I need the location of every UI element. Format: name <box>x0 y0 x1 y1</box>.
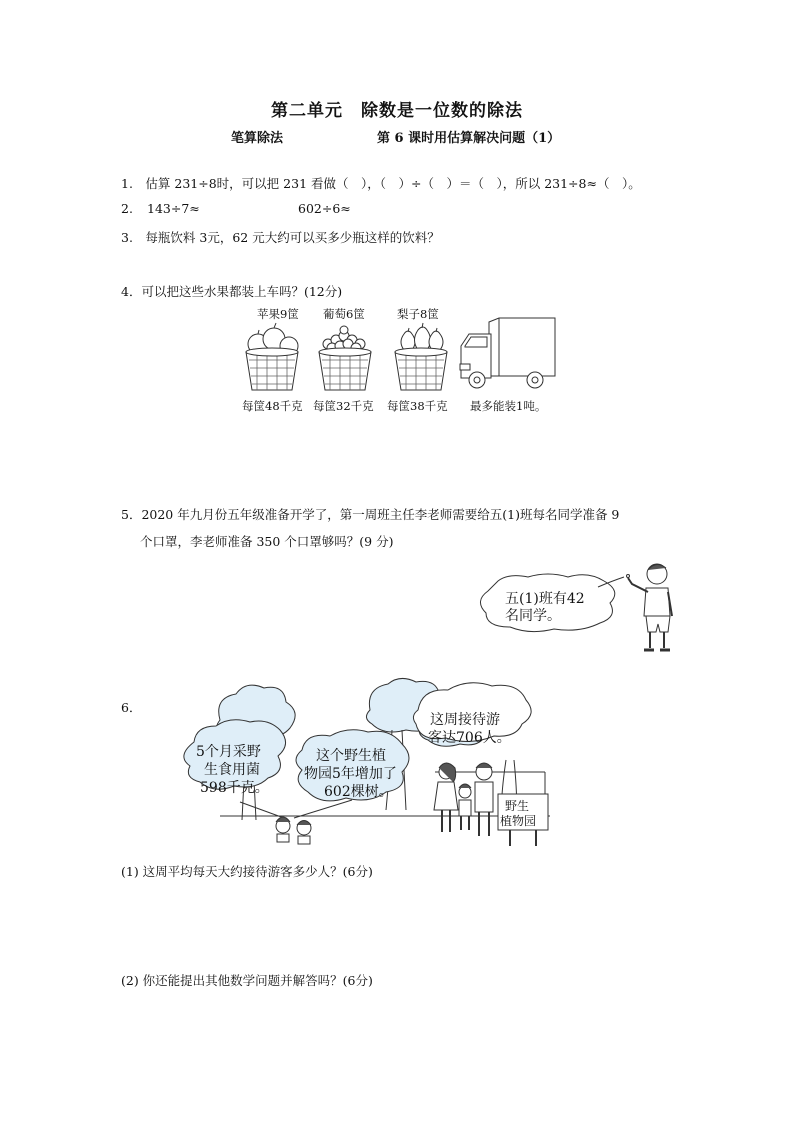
bubble-class-size-line2: 名同学。 <box>505 608 561 624</box>
question-5-line1: 5．2020 年九月份五年级准备开学了，第一周班主任李老师需要给五(1)班每名同学准备 9 <box>121 507 620 522</box>
bubble-mushroom-line3: 598千克。 <box>200 780 269 796</box>
fruit-weight-apple: 每筐48千克 <box>242 399 303 413</box>
lesson-section: 笔算除法 <box>231 131 284 146</box>
bubble-visitors-line2: 客达706人。 <box>428 730 511 746</box>
fruit-weight-pear: 每筐38千克 <box>387 399 448 413</box>
question-3: 3. 每瓶饮料 3元，62 元大约可以买多少瓶这样的饮料？ <box>121 230 440 245</box>
bubble-class-size-line1: 五(1)班有42 <box>505 591 585 607</box>
bubble-mushroom-line2: 生食用菌 <box>204 762 260 778</box>
question-2b: 602÷6≈ <box>298 201 351 216</box>
question-6-number: 6． <box>121 700 142 715</box>
bubble-mushroom-line1: 5个月采野 <box>196 744 261 760</box>
grape-basket-icon <box>314 322 376 394</box>
question-6-part1: (1) 这周平均每天大约接待游客多少人？(6分) <box>121 864 373 879</box>
bubble-visitors-line1: 这周接待游 <box>430 712 500 728</box>
bubble-trees-line2: 物园5年增加了 <box>304 766 397 782</box>
pear-basket-icon <box>390 322 452 394</box>
question-2-number: 2. <box>121 201 133 216</box>
park-sign-line1: 野生 <box>505 799 530 813</box>
question-2a: 143÷7≈ <box>147 201 200 216</box>
fruit-label-grape: 葡萄6筐 <box>323 307 365 321</box>
bubble-trees-line3: 602棵树。 <box>324 784 393 800</box>
truck-icon <box>459 316 559 392</box>
question-1: 1. 估算 231÷8时，可以把 231 看做（ ），（ ）÷（ ）＝（ ），所以 231÷8≈（ ）。 <box>121 176 641 191</box>
lesson-title: 第 6 课时用估算解决问题（1） <box>377 131 561 146</box>
truck-capacity: 最多能装1吨。 <box>470 399 547 413</box>
park-sign-line2: 植物园 <box>500 814 537 828</box>
page-title: 第二单元 除数是一位数的除法 <box>271 101 523 121</box>
apple-basket-icon <box>241 322 303 394</box>
bubble-trees-line1: 这个野生植 <box>316 748 386 764</box>
fruit-weight-grape: 每筐32千克 <box>313 399 374 413</box>
question-6-part2: (2) 你还能提出其他数学问题并解答吗？(6分) <box>121 973 373 988</box>
question-4: 4．可以把这些水果都装上车吗？(12分) <box>121 284 343 299</box>
question-5-line2: 个口罩，李老师准备 350 个口罩够吗？(9 分) <box>140 534 394 549</box>
fruit-label-apple: 苹果9筐 <box>257 307 299 321</box>
boy-pointing-icon <box>624 560 674 660</box>
fruit-label-pear: 梨子8筐 <box>397 307 439 321</box>
